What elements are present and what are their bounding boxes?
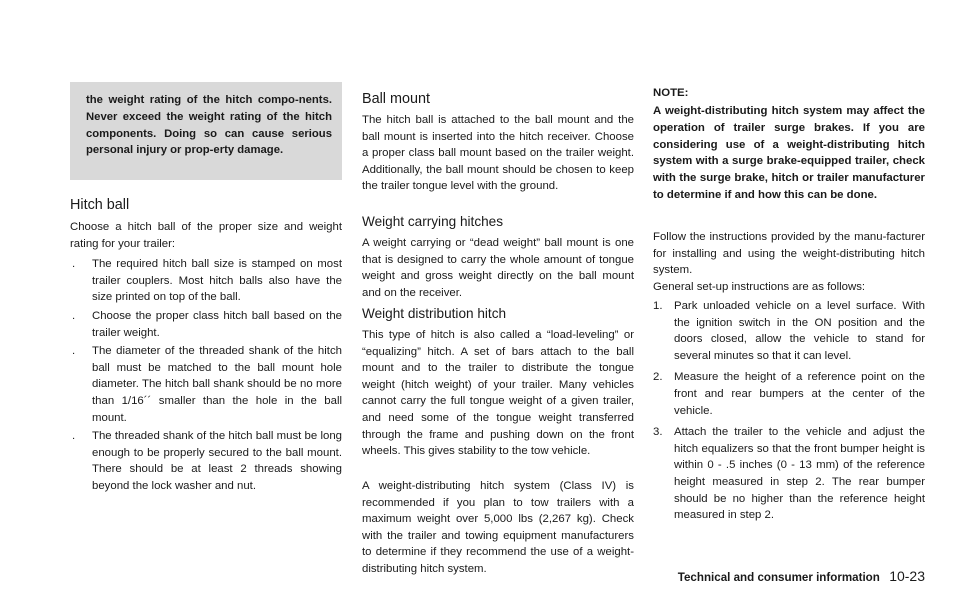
footer-page-number: 10-23 bbox=[889, 568, 925, 584]
list-item: . The required hitch ball size is stamped on most trailer couplers. Most hitch balls also have the size printed on top of the ball. bbox=[72, 258, 342, 304]
page-footer bbox=[0, 568, 925, 584]
ball-mount-text: The hitch ball is attached to the ball mount and the ball mount is inserted into the hitch receiver. Choose a proper class ball mount based on the trailer weight. Additionally, the ball mount should be chosen to keep the trailer tongue level with the ground. bbox=[362, 114, 634, 193]
heading-weight-distribution: Weight distribution hitch bbox=[362, 306, 507, 321]
list-item: 2. Measure the height of a reference point on the front and rear bumpers at the center of the vehicle. bbox=[653, 371, 925, 417]
list-item: . The diameter of the threaded shank of the hitch ball must be matched to the ball mount hole diameter. The hitch ball shank should be no more than 1/16´´ smaller than the hole in the ball mount. bbox=[72, 345, 342, 424]
weight-carrying-text: A weight carrying or “dead weight” ball mount is one that is designed to carry the whole amount of tongue weight and gross weight directly on the ball mount and on the receiver. bbox=[362, 237, 634, 299]
heading-ball-mount: Ball mount bbox=[362, 91, 430, 107]
warning-text: the weight rating of the hitch compo-nents. Never exceed the weight rating of the hitch components. Doing so can cause serious personal injury or prop-erty damage. bbox=[86, 94, 332, 157]
note-text: A weight-distributing hitch system may affect the operation of trailer surge brakes. If you are considering use of a weight-distributing hitch system with a surge brake-equipped trailer, check with the surge brake, hitch or trailer manufacturer to determine if and how this can be done. bbox=[653, 105, 925, 201]
bullet-mark: . bbox=[72, 309, 76, 322]
follow-instructions-text: Follow the instructions provided by the manu-facturer for installing and using the weight-distributing hitch system. bbox=[653, 231, 925, 277]
step-number: 3. bbox=[653, 426, 663, 439]
hitch-ball-intro: Choose a hitch ball of the proper size and weight rating for your trailer: bbox=[70, 221, 342, 250]
weight-distribution-text-1: This type of hitch is also called a “load-leveling” or “equalizing” hitch. A set of bars attach to the ball mount and to the trailer to distribute the tongue weight (hitch weight) of your trailer. Many vehicles cannot carry the full tongue weight of a given trailer, and need some of the tongue weight transferred through the frame and pushing down on the front wheels. This gives stability to the tow vehicle. bbox=[362, 329, 634, 458]
heading-weight-carrying: Weight carrying hitches bbox=[362, 214, 504, 229]
bullet-mark: . bbox=[72, 345, 76, 358]
step-number: 2. bbox=[653, 371, 663, 384]
warning-box bbox=[70, 82, 342, 180]
note-label: NOTE: bbox=[653, 87, 689, 99]
list-item: 1. Park unloaded vehicle on a level surface. With the ignition switch in the ON position and the doors closed, allow the vehicle to stand for several minutes so that it can level. bbox=[653, 300, 925, 362]
list-item: . The threaded shank of the hitch ball must be long enough to be properly secured to the ball mount. There should be at least 2 threads showing beyond the lock washer and nut. bbox=[72, 430, 342, 492]
bullet-mark: . bbox=[72, 430, 76, 443]
general-setup-text: General set-up instructions are as follows: bbox=[653, 281, 866, 293]
step-number: 1. bbox=[653, 300, 663, 312]
bullet-mark: . bbox=[72, 258, 76, 271]
hitch-ball-list bbox=[70, 256, 342, 494]
weight-distribution-text-2: A weight-distributing hitch system (Class IV) is recommended if you plan to tow trailers with a maximum weight over 5,000 lbs (2,267 kg). Check with the trailer and towing equipment manufacturers to determine if they recommend the use of a weight-distributing hitch system. bbox=[362, 480, 634, 575]
list-item: . Choose the proper class hitch ball based on the trailer weight. bbox=[72, 309, 342, 339]
heading-hitch-ball: Hitch ball bbox=[70, 197, 130, 213]
setup-steps bbox=[653, 298, 925, 529]
list-item: 3. Attach the trailer to the vehicle and adjust the hitch equalizers so that the front bumper height is within 0 - .5 inches (0 - 13 mm) of the reference height measured in step 2. The rear bumper should be no higher than the reference height measured in step 2. bbox=[653, 426, 925, 522]
footer-section-title: Technical and consumer information bbox=[677, 571, 880, 584]
